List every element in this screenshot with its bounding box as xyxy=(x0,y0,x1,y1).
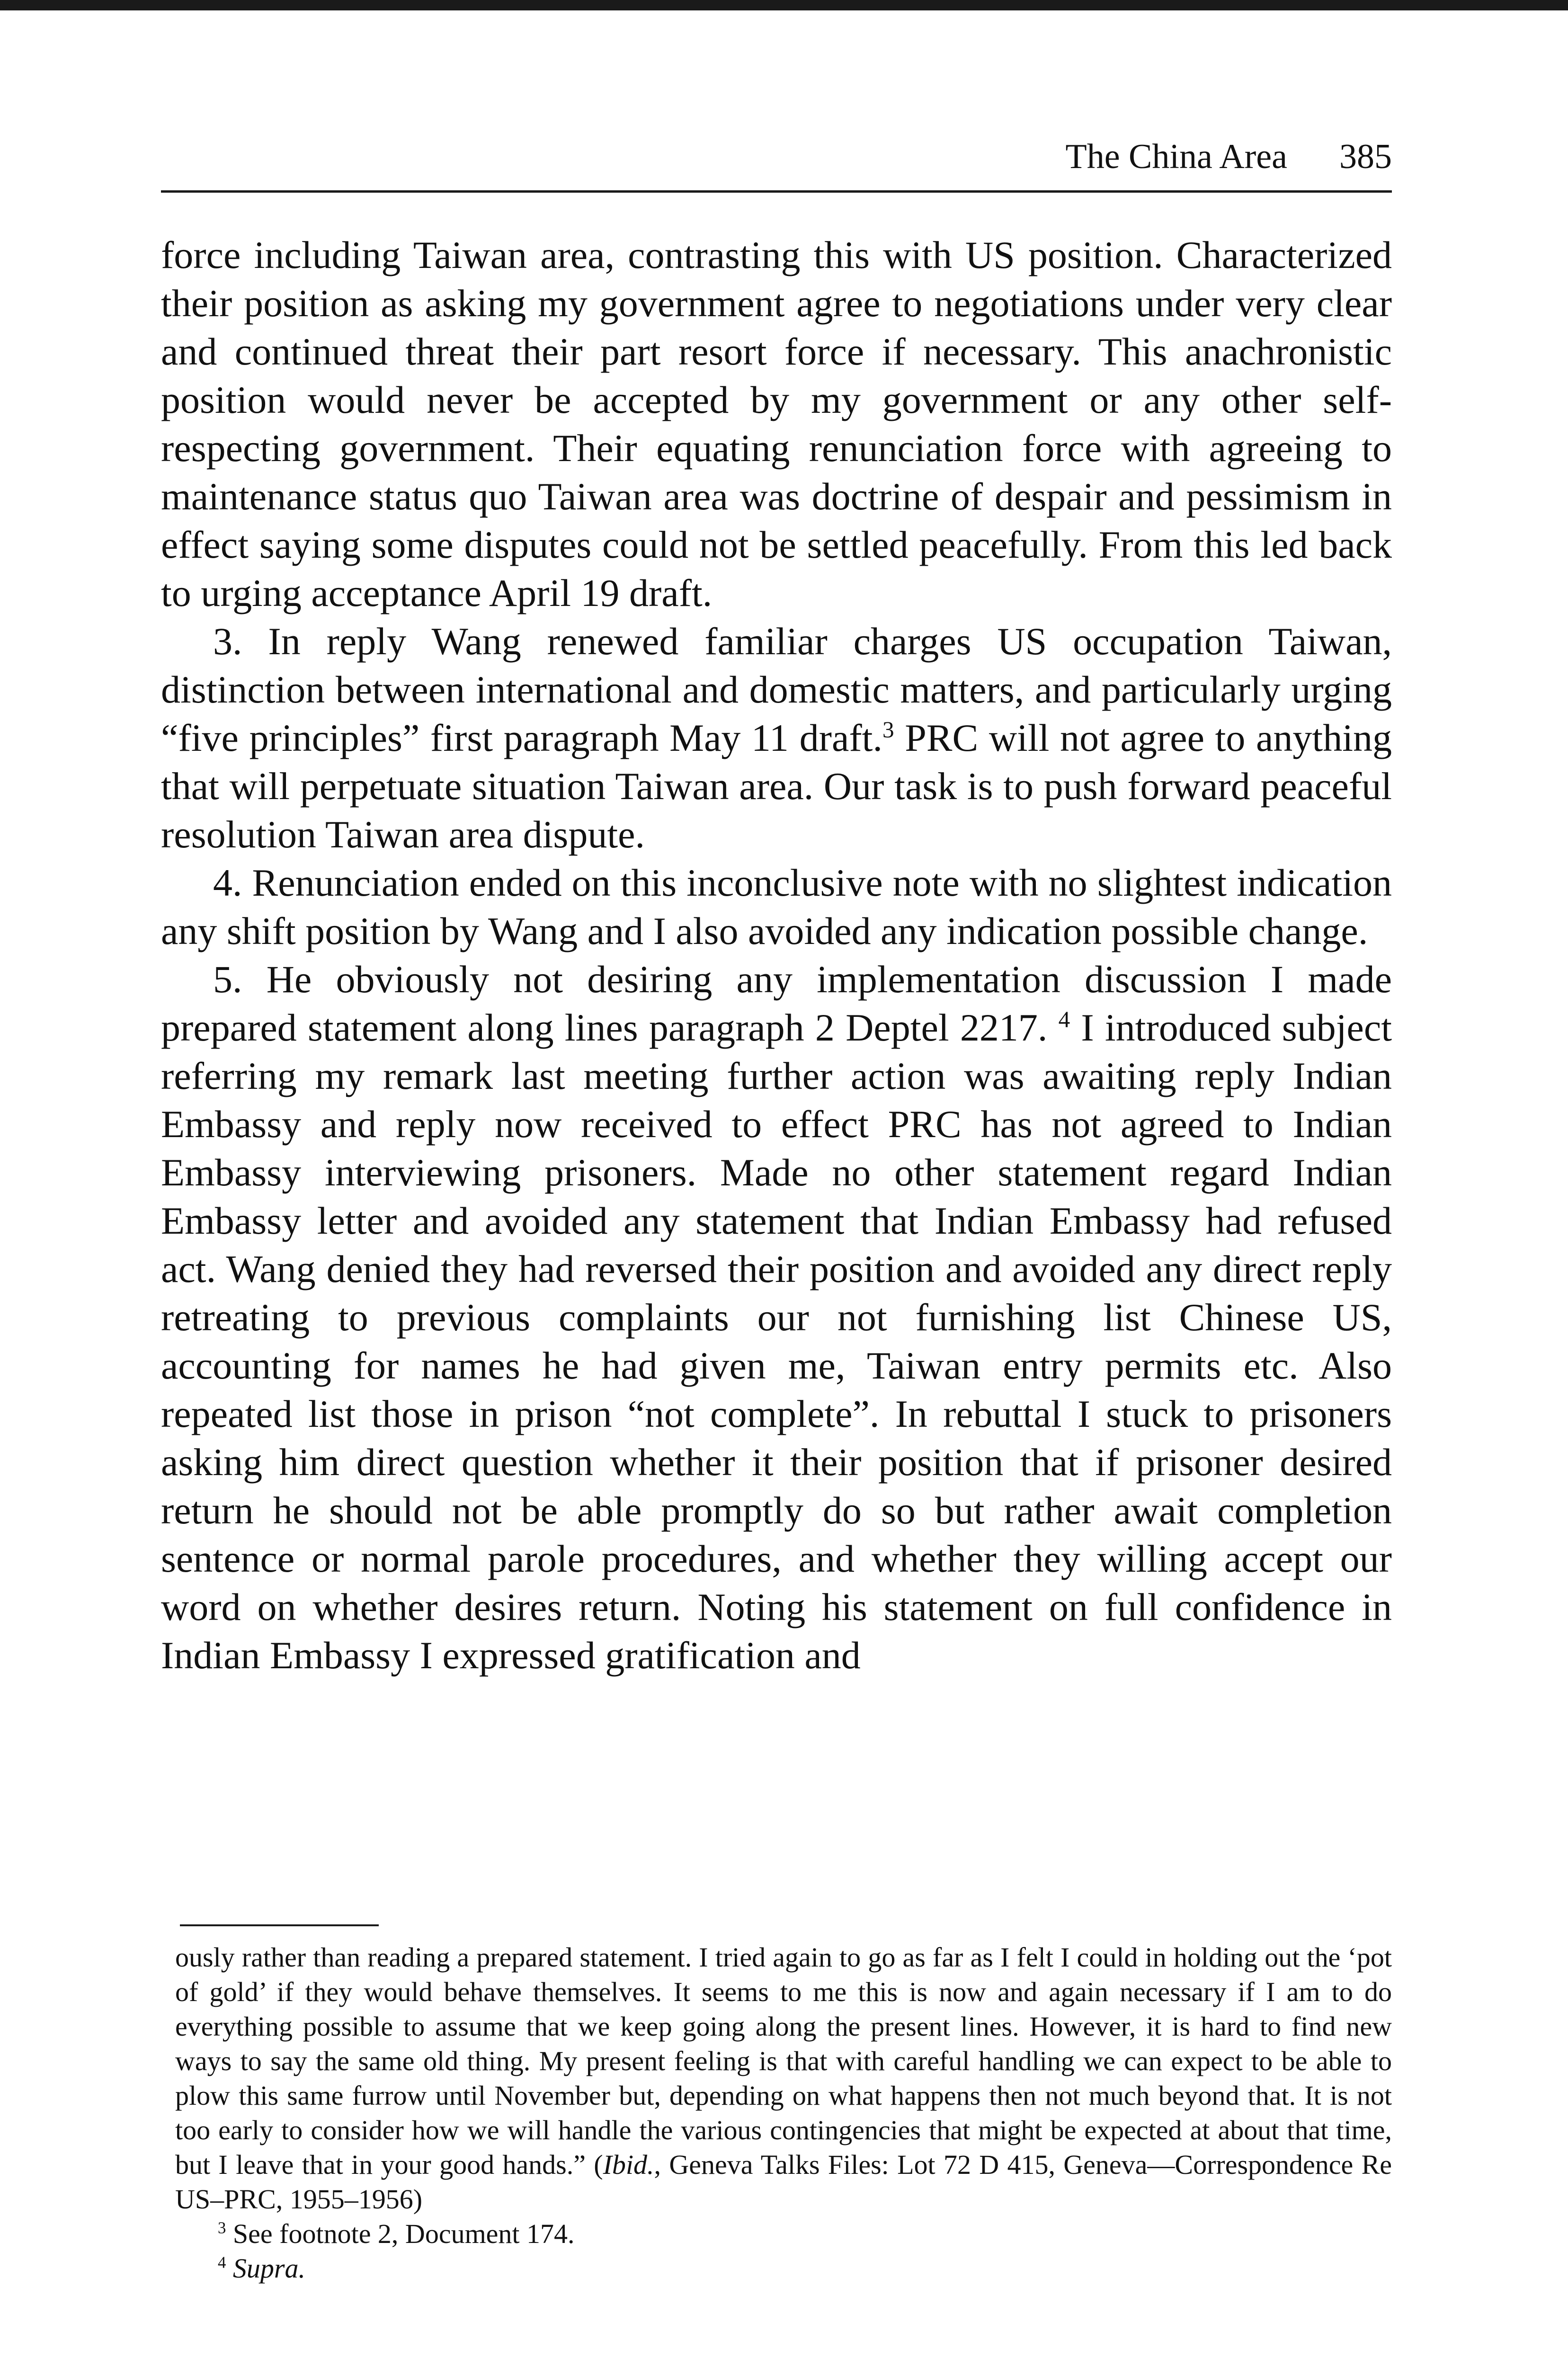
page-number: 385 xyxy=(1339,137,1392,176)
footnote-continued xyxy=(175,1940,1392,2216)
footnote-ref-3: 3 xyxy=(882,716,894,743)
footnote-continued-text-a: ously rather than reading a prepared statement. I tried again to go as far as I felt I could in holding out the ‘pot of gold’ if they would behave themselves. It seems to me this is now and again necessary if I am to do everything possible to assume that we keep going along the present lines. However, it is hard to find new ways to say the same old thing. My present feeling is that with careful handling we can expect to be able to plow this same furrow until November but, depending on what happens then not much beyond that. It is not too early to consider how we will handle the various contingencies that might be expected at about that time, but I leave that in your good hands.” ( xyxy=(175,1942,1392,2180)
footnotes xyxy=(175,1940,1392,2286)
paragraph-3-text-b: PRC will not agree to anything that will perpetuate situation Taiwan area. Our task is to push forward peaceful resolution Taiwan area dispute. xyxy=(161,716,1392,856)
footnote-ref-4: 4 xyxy=(1058,1006,1070,1032)
footnote-3 xyxy=(175,2216,1392,2251)
paragraph-4: 4. Renunciation ended on this inconclusive note with no slightest indication any shift position by Wang and I also avoided any indication possible change. xyxy=(161,861,1392,952)
footnote-3-text: See footnote 2, Document 174. xyxy=(226,2218,575,2249)
footnote-continued-text-b: , Geneva Talks Files: Lot 72 D 415, Geneva—Correspondence Re US–PRC, 1955–1956) xyxy=(175,2149,1392,2215)
paragraph-5-text-b: I introduced subject referring my remark last meeting further action was awaiting reply Indian Embassy and reply now received to effect PRC has not agreed to Indian Embassy interviewing prisoners. Made no other statement regard Indian Embassy letter and avoided any statement that Indian Embassy had refused act. Wang denied they had reversed their position and avoided any direct reply retreating to previous complaints our not furnishing list Chinese US, accounting for names he had given me, Taiwan entry permits etc. Also repeated list those in prison “not complete”. In rebuttal I stuck to prisoners asking him direct question whether it their position that if prisoner desired return he should not be able promptly do so but rather await completion sentence or normal parole procedures, and whether they willing accept our word on whether desires return. Noting his statement on full confidence in Indian Embassy I expressed gratification and xyxy=(161,1006,1392,1677)
header-rule xyxy=(161,190,1392,193)
paragraph-3 xyxy=(161,617,1392,859)
paragraph-continued: force including Taiwan area, contrasting this with US position. Characterized their position as asking my government agree to negotiations under very clear and continued threat their part resort force if necessary. This anachronistic position would never be accepted by my government or any other self-respecting government. Their equating renunciation force with agreeing to maintenance status quo Taiwan area was doctrine of despair and pessimism in effect saying some disputes could not be settled peacefully. From this led back to urging acceptance April 19 draft. xyxy=(161,233,1392,614)
paragraph-5 xyxy=(161,955,1392,1680)
document-page xyxy=(161,0,1392,2367)
running-head xyxy=(161,132,1392,174)
paragraph-3-text-a: 3. In reply Wang renewed familiar charges US occupation Taiwan, distinction between international and domestic matters, and particularly urging “five principles” first paragraph May 11 draft. xyxy=(161,620,1392,759)
footnote-ibid: Ibid. xyxy=(603,2149,654,2180)
footnote-4 xyxy=(175,2251,1392,2286)
footnote-rule xyxy=(180,1924,379,1926)
footnote-4-text: Supra. xyxy=(232,2253,305,2284)
footnote-4-marker: 4 xyxy=(218,2253,226,2272)
body-text xyxy=(161,231,1392,1680)
running-head-title: The China Area xyxy=(1065,137,1287,176)
footnote-3-marker: 3 xyxy=(218,2218,226,2237)
paragraph-5-text-a: 5. He obviously not desiring any implementation discussion I made prepared statement along lines paragraph 2 Deptel 2217. xyxy=(161,958,1392,1049)
